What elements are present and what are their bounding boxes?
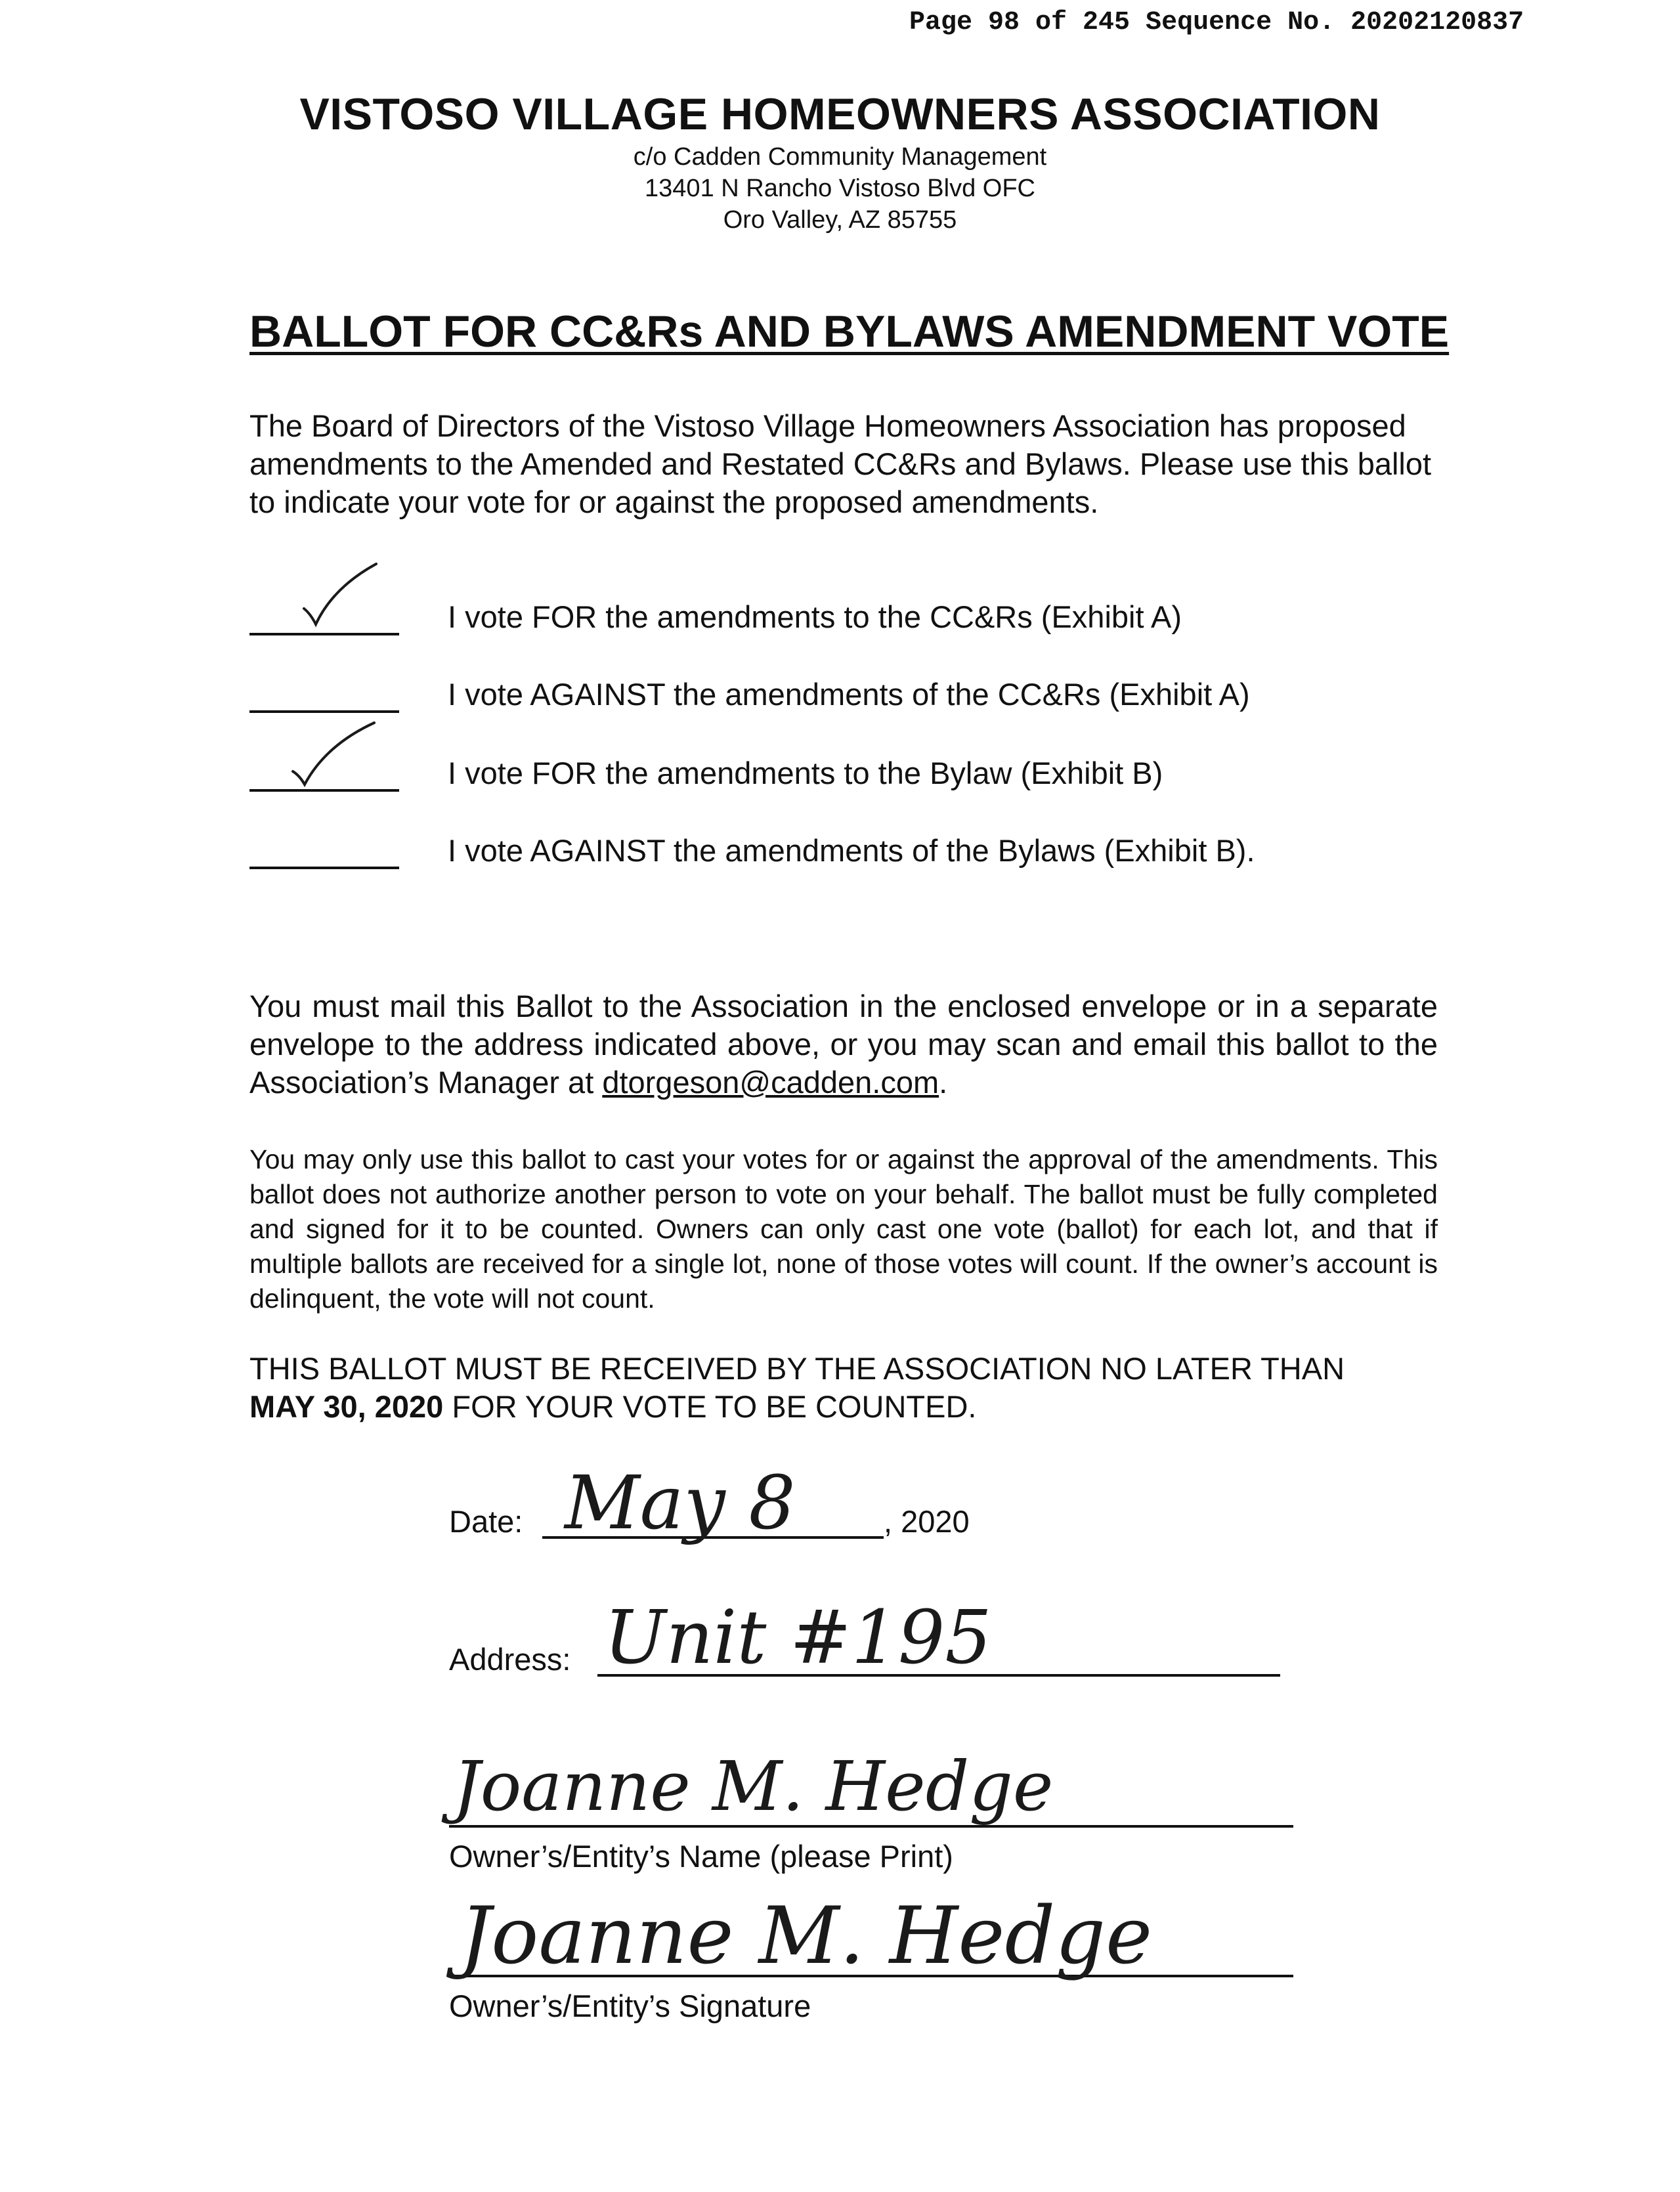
mail-instructions-text: You must mail this Ballot to the Association in the enclosed envelope or in a separate envelope to the address indicated above, or you may scan and email this ballot to the Association’s Manager at: [249, 989, 1438, 1100]
deadline-line-2: FOR YOUR VOTE TO BE COUNTED.: [443, 1389, 977, 1424]
mail-instructions: [249, 987, 1438, 1102]
checkmark-icon: [289, 719, 381, 791]
association-street: 13401 N Rancho Vistoso Blvd OFC: [645, 175, 1035, 202]
address-label: Address:: [449, 1642, 571, 1677]
owner-name-handwritten: Joanne M. Hedge: [453, 1746, 1054, 1826]
intro-paragraph: The Board of Directors of the Vistoso Village Homeowners Association has proposed amendments to the Amended and Restated CC&Rs and Bylaws. Please use this ballot to indicate your vote for or against the proposed amendments.: [249, 408, 1432, 519]
mail-instructions-end: .: [939, 1065, 948, 1100]
manager-email-link[interactable]: dtorgeson@cadden.com: [602, 1065, 939, 1100]
date-year: , 2020: [884, 1504, 970, 1539]
owner-name-label: Owner’s/Entity’s Name (please Print): [449, 1839, 953, 1874]
deadline-line-1: THIS BALLOT MUST BE RECEIVED BY THE ASSOCIATION NO LATER THAN: [249, 1351, 1345, 1386]
checkmark-icon: [299, 561, 384, 634]
page-sequence-stamp: Page 98 of 245 Sequence No. 20202120837: [909, 8, 1524, 37]
association-city: Oro Valley, AZ 85755: [723, 206, 957, 234]
association-name: VISTOSO VILLAGE HOMEOWNERS ASSOCIATION: [299, 89, 1381, 139]
vote-for-bylaws-label: I vote FOR the amendments to the Bylaw (Exhibit B): [448, 756, 1163, 790]
ballot-title: BALLOT FOR CC&Rs AND BYLAWS AMENDMENT VOTE: [249, 307, 1450, 356]
vote-against-bylaws-label: I vote AGAINST the amendments of the Bylaws (Exhibit B).: [448, 833, 1255, 868]
deadline-date: MAY 30, 2020: [249, 1389, 444, 1424]
association-care-of: c/o Cadden Community Management: [633, 143, 1047, 171]
vote-line-against-ccrs[interactable]: [249, 709, 399, 713]
deadline-notice: [249, 1350, 1438, 1426]
address-handwritten: Unit #195: [604, 1595, 992, 1681]
vote-for-ccrs-label: I vote FOR the amendments to the CC&Rs (Exhibit A): [448, 599, 1182, 634]
signature-label: Owner’s/Entity’s Signature: [449, 1988, 811, 2023]
usage-notice: You may only use this ballot to cast your votes for or against the approval of the amendments. This ballot does not authorize another person to vote on your behalf. The ballot must be fully completed and signed for it to be counted. Owners can only cast one vote (ballot) for each lot, and that if multiple ballots are received for a single lot, none of those votes will count. If the owner’s account is delinquent, the vote will not count.: [249, 1144, 1438, 1314]
date-handwritten: May 8: [565, 1461, 796, 1546]
vote-line-against-bylaws[interactable]: [249, 865, 399, 869]
date-label: Date:: [449, 1504, 523, 1539]
owner-signature: Joanne M. Hedge: [460, 1891, 1153, 1982]
vote-against-ccrs-label: I vote AGAINST the amendments of the CC&Rs (Exhibit A): [448, 677, 1250, 712]
